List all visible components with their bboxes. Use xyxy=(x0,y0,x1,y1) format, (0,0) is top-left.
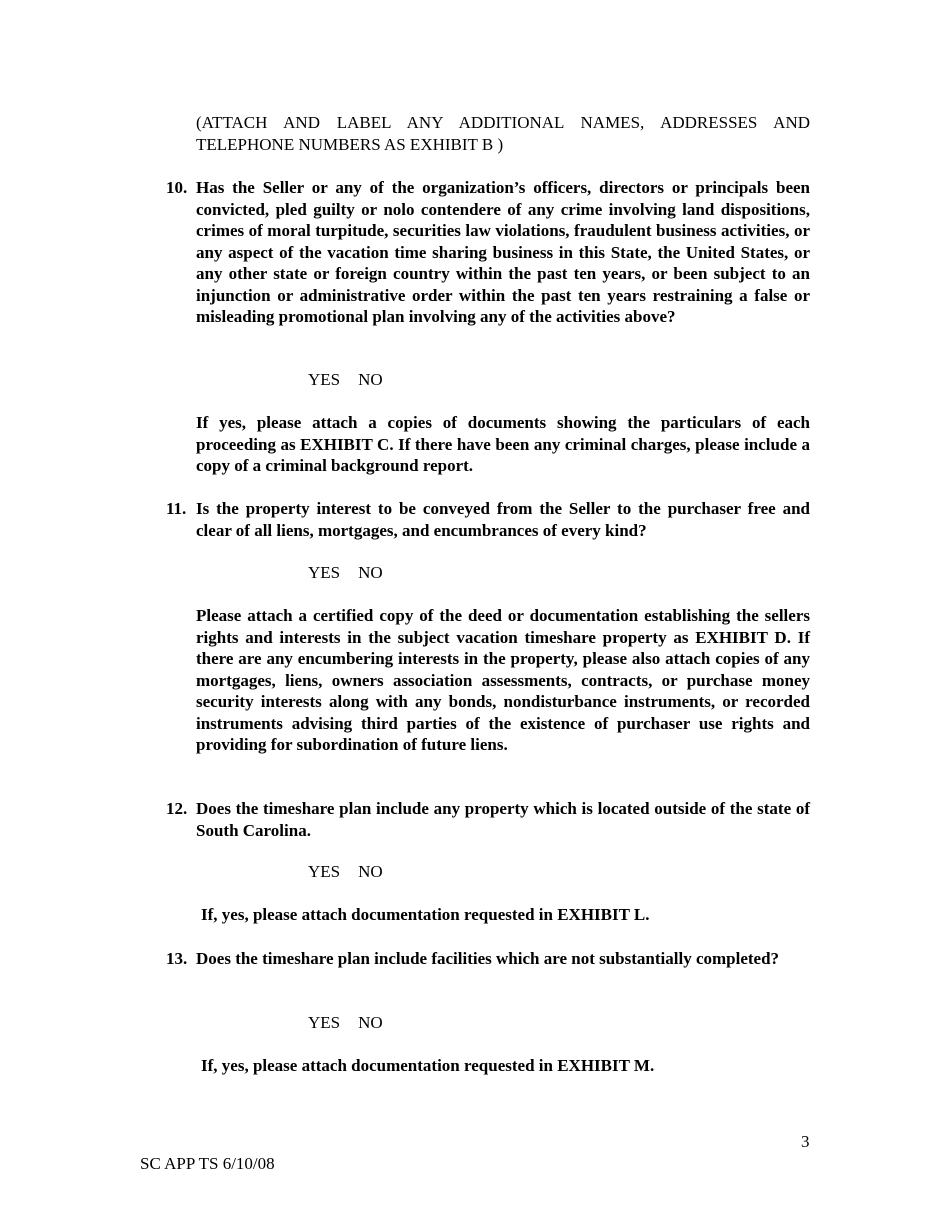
question-13-yes-no xyxy=(308,1012,383,1034)
question-13-text: Does the timeshare plan include facilities which are not substantially completed? xyxy=(196,949,780,968)
exhibit-b-attach-note: (ATTACH AND LABEL ANY ADDITIONAL NAMES, ADDRESSES AND TELEPHONE NUMBERS AS EXHIBIT B ) xyxy=(196,113,810,154)
question-13-no-option[interactable]: NO xyxy=(358,1013,383,1032)
question-12-yes-no xyxy=(308,861,383,883)
question-11-followup: Please attach a certified copy of the deed or documentation establishing the sellers rights and interests in the subject vacation timeshare property as EXHIBIT D. If there are any encumbering interests in the property, please also attach copies of any mortgages, liens, owners association assessments, contracts, or purchase money security interests along with any bonds, nondisturbance instruments, or recorded instruments advising third parties of the existence of purchaser use rights and providing for subordination of future liens. xyxy=(196,606,810,754)
question-13-number: 13. xyxy=(166,949,188,968)
question-13-followup: If, yes, please attach documentation requested in EXHIBIT M. xyxy=(201,1056,655,1075)
footer-form-id: SC APP TS 6/10/08 xyxy=(140,1154,275,1173)
question-10-yes-option[interactable]: YES xyxy=(308,370,341,389)
question-11-no-option[interactable]: NO xyxy=(358,563,383,582)
question-10-no-option[interactable]: NO xyxy=(358,370,383,389)
question-13-yes-option[interactable]: YES xyxy=(308,1013,341,1032)
question-11-number: 11. xyxy=(166,499,187,518)
question-10-text: Has the Seller or any of the organization’s officers, directors or principals been convicted, pled guilty or nolo contendere of any crime involving land dispositions, crimes of moral turpitude, securities law violations, fraudulent business activities, or any aspect of the vacation time sharing business in this State, the United States, or any other state or foreign country within the past ten years, or been subject to an injunction or administrative order within the past ten years restraining a false or misleading promotional plan involving any of the activities above? xyxy=(196,178,810,326)
page-number: 3 xyxy=(801,1132,810,1151)
question-11-yes-option[interactable]: YES xyxy=(308,563,341,582)
question-10-followup: If yes, please attach a copies of documents showing the particulars of each proceeding as EXHIBIT C. If there have been any criminal charges, please include a copy of a criminal background report. xyxy=(196,413,810,475)
question-12-number: 12. xyxy=(166,799,188,818)
question-10-number: 10. xyxy=(166,178,188,197)
question-12-no-option[interactable]: NO xyxy=(358,862,383,881)
question-11-text: Is the property interest to be conveyed from the Seller to the purchaser free and clear of all liens, mortgages, and encumbrances of every kind? xyxy=(196,499,810,540)
question-12-text: Does the timeshare plan include any property which is located outside of the state of South Carolina. xyxy=(196,799,810,840)
question-12-yes-option[interactable]: YES xyxy=(308,862,341,881)
question-11-yes-no xyxy=(308,562,383,584)
question-10-yes-no xyxy=(308,369,383,391)
question-12-followup: If, yes, please attach documentation requested in EXHIBIT L. xyxy=(201,905,650,924)
